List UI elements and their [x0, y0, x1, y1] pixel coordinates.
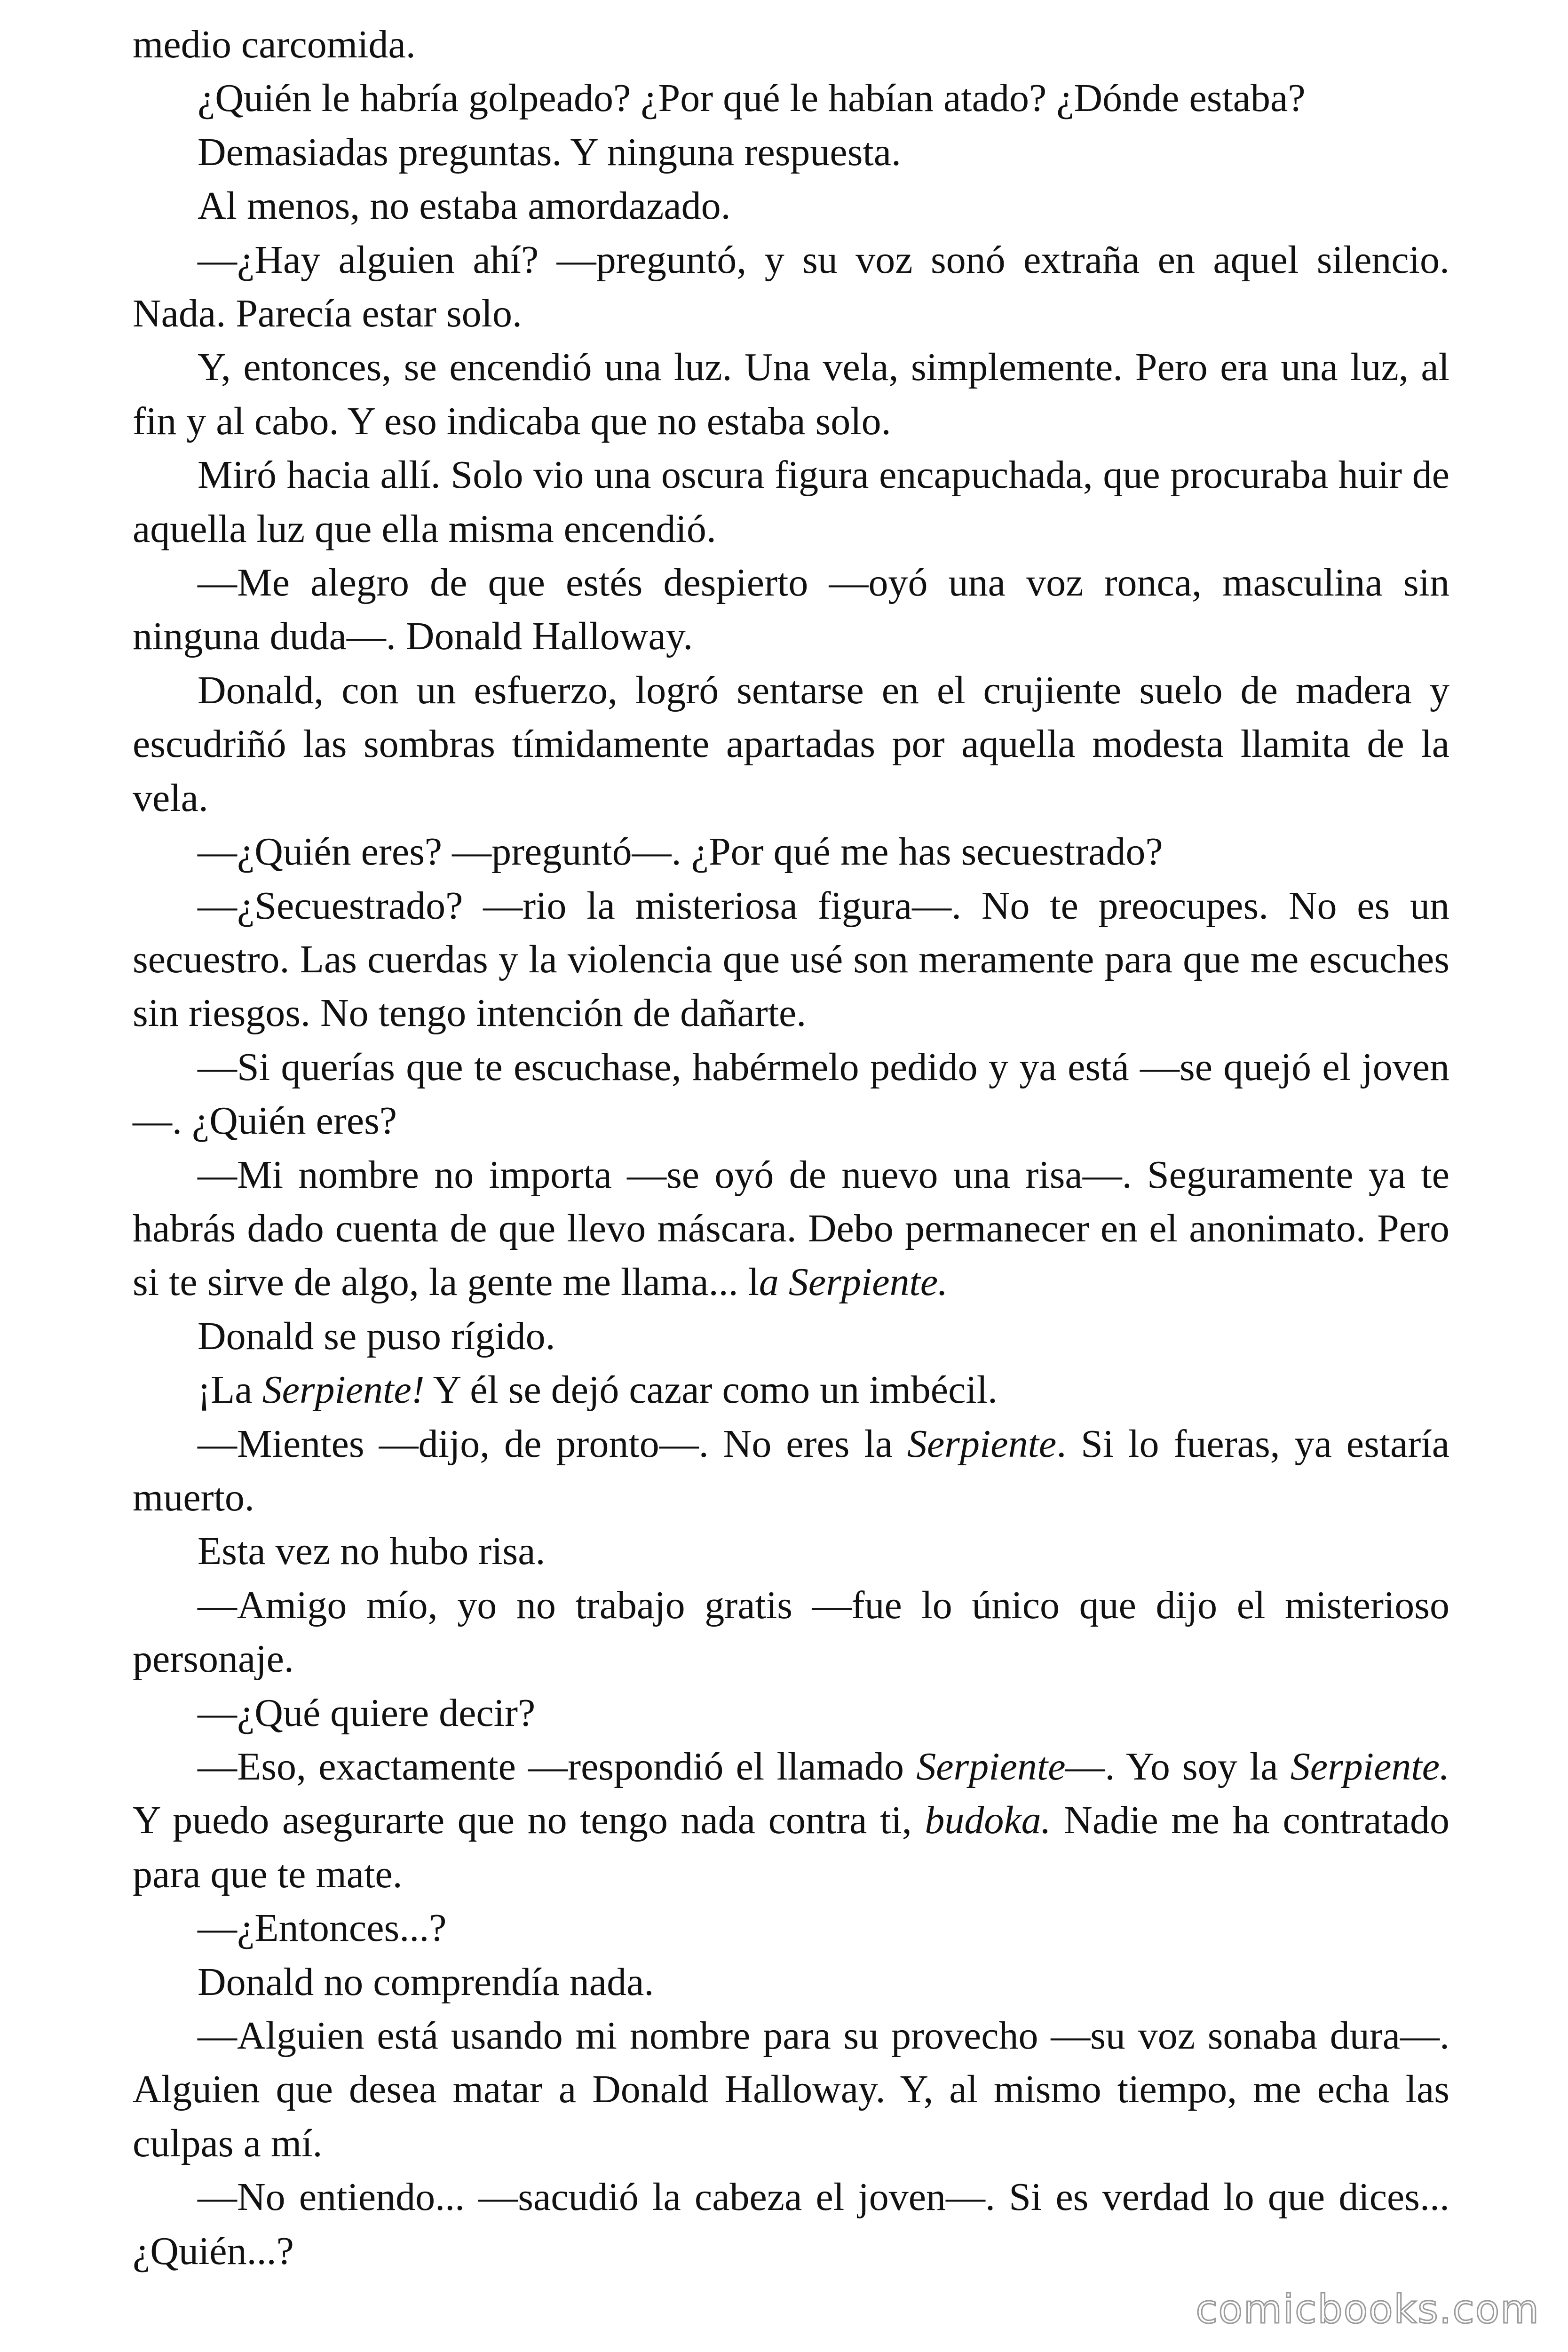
- text-run: —¿Qué quiere decir?: [198, 1691, 536, 1735]
- paragraph: [133, 879, 1449, 1041]
- text-run: —Alguien está usando mi nombre para su provecho —su voz sonaba dura—. Alguien que desea matar a Donald Halloway. Y, al mismo tiempo, me echa las culpas a mí.: [133, 2014, 1449, 2165]
- italic-text: budoka.: [925, 1798, 1051, 1843]
- text-run: —¿Hay alguien ahí? —preguntó, y su voz sonó extraña en aquel silencio. Nada. Parecía estar solo.: [133, 238, 1449, 336]
- page-body-text: [133, 18, 1449, 2278]
- paragraph: [133, 2170, 1449, 2278]
- text-run: Y puedo asegurarte que no tengo nada contra ti,: [133, 1798, 925, 1843]
- paragraph: [133, 2009, 1449, 2170]
- text-run: —Amigo mío, yo no trabajo gratis —fue lo único que dijo el misterioso personaje.: [133, 1583, 1449, 1681]
- text-run: Donald no comprendía nada.: [198, 1960, 654, 2004]
- paragraph: [133, 179, 1449, 233]
- paragraph: [133, 1955, 1449, 2009]
- paragraph: [133, 126, 1449, 179]
- text-run: ¡La: [198, 1368, 262, 1412]
- text-run: Donald, con un esfuerzo, logró sentarse en el crujiente suelo de madera y escudriñó las sombras tímidamente apartadas por aquella modesta llamita de la vela.: [133, 668, 1449, 820]
- text-run: Demasiadas preguntas. Y ninguna respuesta.: [198, 130, 902, 174]
- paragraph: [133, 18, 1449, 72]
- text-run: —Mi nombre no importa —se oyó de nuevo una risa—. Seguramente ya te habrás dado cuenta de que llevo máscara. Debo permanecer en el anonimato. Pero si te sirve de algo, la gente me llama... l: [133, 1152, 1449, 1304]
- italic-text: Serpiente: [907, 1422, 1057, 1466]
- watermark: comicbooks.com: [1196, 2286, 1540, 2332]
- italic-text: Serpiente!: [262, 1368, 425, 1412]
- text-run: Y él se dejó cazar como un imbécil.: [424, 1368, 998, 1412]
- italic-text: Serpiente.: [1290, 1745, 1449, 1788]
- text-run: —¿Quién eres? —preguntó—. ¿Por qué me has secuestrado?: [198, 830, 1163, 874]
- text-run: Y, entonces, se encendió una luz. Una vela, simplemente. Pero era una luz, al fin y al cabo. Y eso indicaba que no estaba solo.: [133, 345, 1449, 443]
- paragraph: [133, 825, 1449, 879]
- paragraph: [133, 1310, 1449, 1363]
- text-run: —Me alegro de que estés despierto —oyó una voz ronca, masculina sin ninguna duda—. Donald Halloway.: [133, 561, 1449, 659]
- paragraph: [133, 448, 1449, 556]
- paragraph: [133, 1363, 1449, 1417]
- text-run: ¿Quién le habría golpeado? ¿Por qué le habían atado? ¿Dónde estaba?: [198, 76, 1306, 120]
- paragraph: [133, 1901, 1449, 1955]
- text-run: Esta vez no hubo risa.: [198, 1529, 546, 1573]
- text-run: —No entiendo... —sacudió la cabeza el joven—. Si es verdad lo que dices... ¿Quién...?: [133, 2175, 1449, 2273]
- paragraph: [133, 341, 1449, 448]
- paragraph: [133, 1579, 1449, 1686]
- text-run: . Si lo fueras, ya estaría muerto.: [133, 1422, 1449, 1519]
- paragraph: [133, 1417, 1449, 1525]
- text-run: Miró hacia allí. Solo vio una oscura figura encapuchada, que procuraba huir de aquella luz que ella misma encendió.: [133, 453, 1449, 551]
- paragraph: [133, 233, 1449, 341]
- paragraph: [133, 1041, 1449, 1148]
- paragraph: [133, 1148, 1449, 1310]
- text-run: Donald se puso rígido.: [198, 1314, 555, 1358]
- text-run: —. Yo soy la: [1065, 1745, 1291, 1788]
- text-run: Al menos, no estaba amordazado.: [198, 184, 731, 228]
- text-run: —¿Entonces...?: [198, 1906, 447, 1950]
- italic-text: a Serpiente.: [759, 1260, 948, 1304]
- paragraph: [133, 72, 1449, 125]
- paragraph: [133, 1686, 1449, 1740]
- text-run: medio carcomida.: [133, 23, 416, 66]
- text-run: —Mientes —dijo, de pronto—. No eres la: [198, 1422, 907, 1466]
- paragraph: [133, 1525, 1449, 1578]
- text-run: —Si querías que te escuchase, habérmelo pedido y ya está —se quejó el joven—. ¿Quién eres?: [133, 1045, 1449, 1143]
- paragraph: [133, 664, 1449, 825]
- paragraph: [133, 556, 1449, 664]
- text-run: —¿Secuestrado? —rio la misteriosa figura—. No te preocupes. No es un secuestro. Las cuerdas y la violencia que usé son meramente para que me escuches sin riesgos. No tengo intención de dañarte.: [133, 883, 1449, 1035]
- paragraph: [133, 1740, 1449, 1901]
- book-page: [133, 18, 1449, 2276]
- italic-text: Serpiente: [916, 1745, 1066, 1788]
- text-run: Nadie me ha contratado para que te mate.: [133, 1798, 1449, 1896]
- text-run: —Eso, exactamente —respondió el llamado: [198, 1745, 917, 1788]
